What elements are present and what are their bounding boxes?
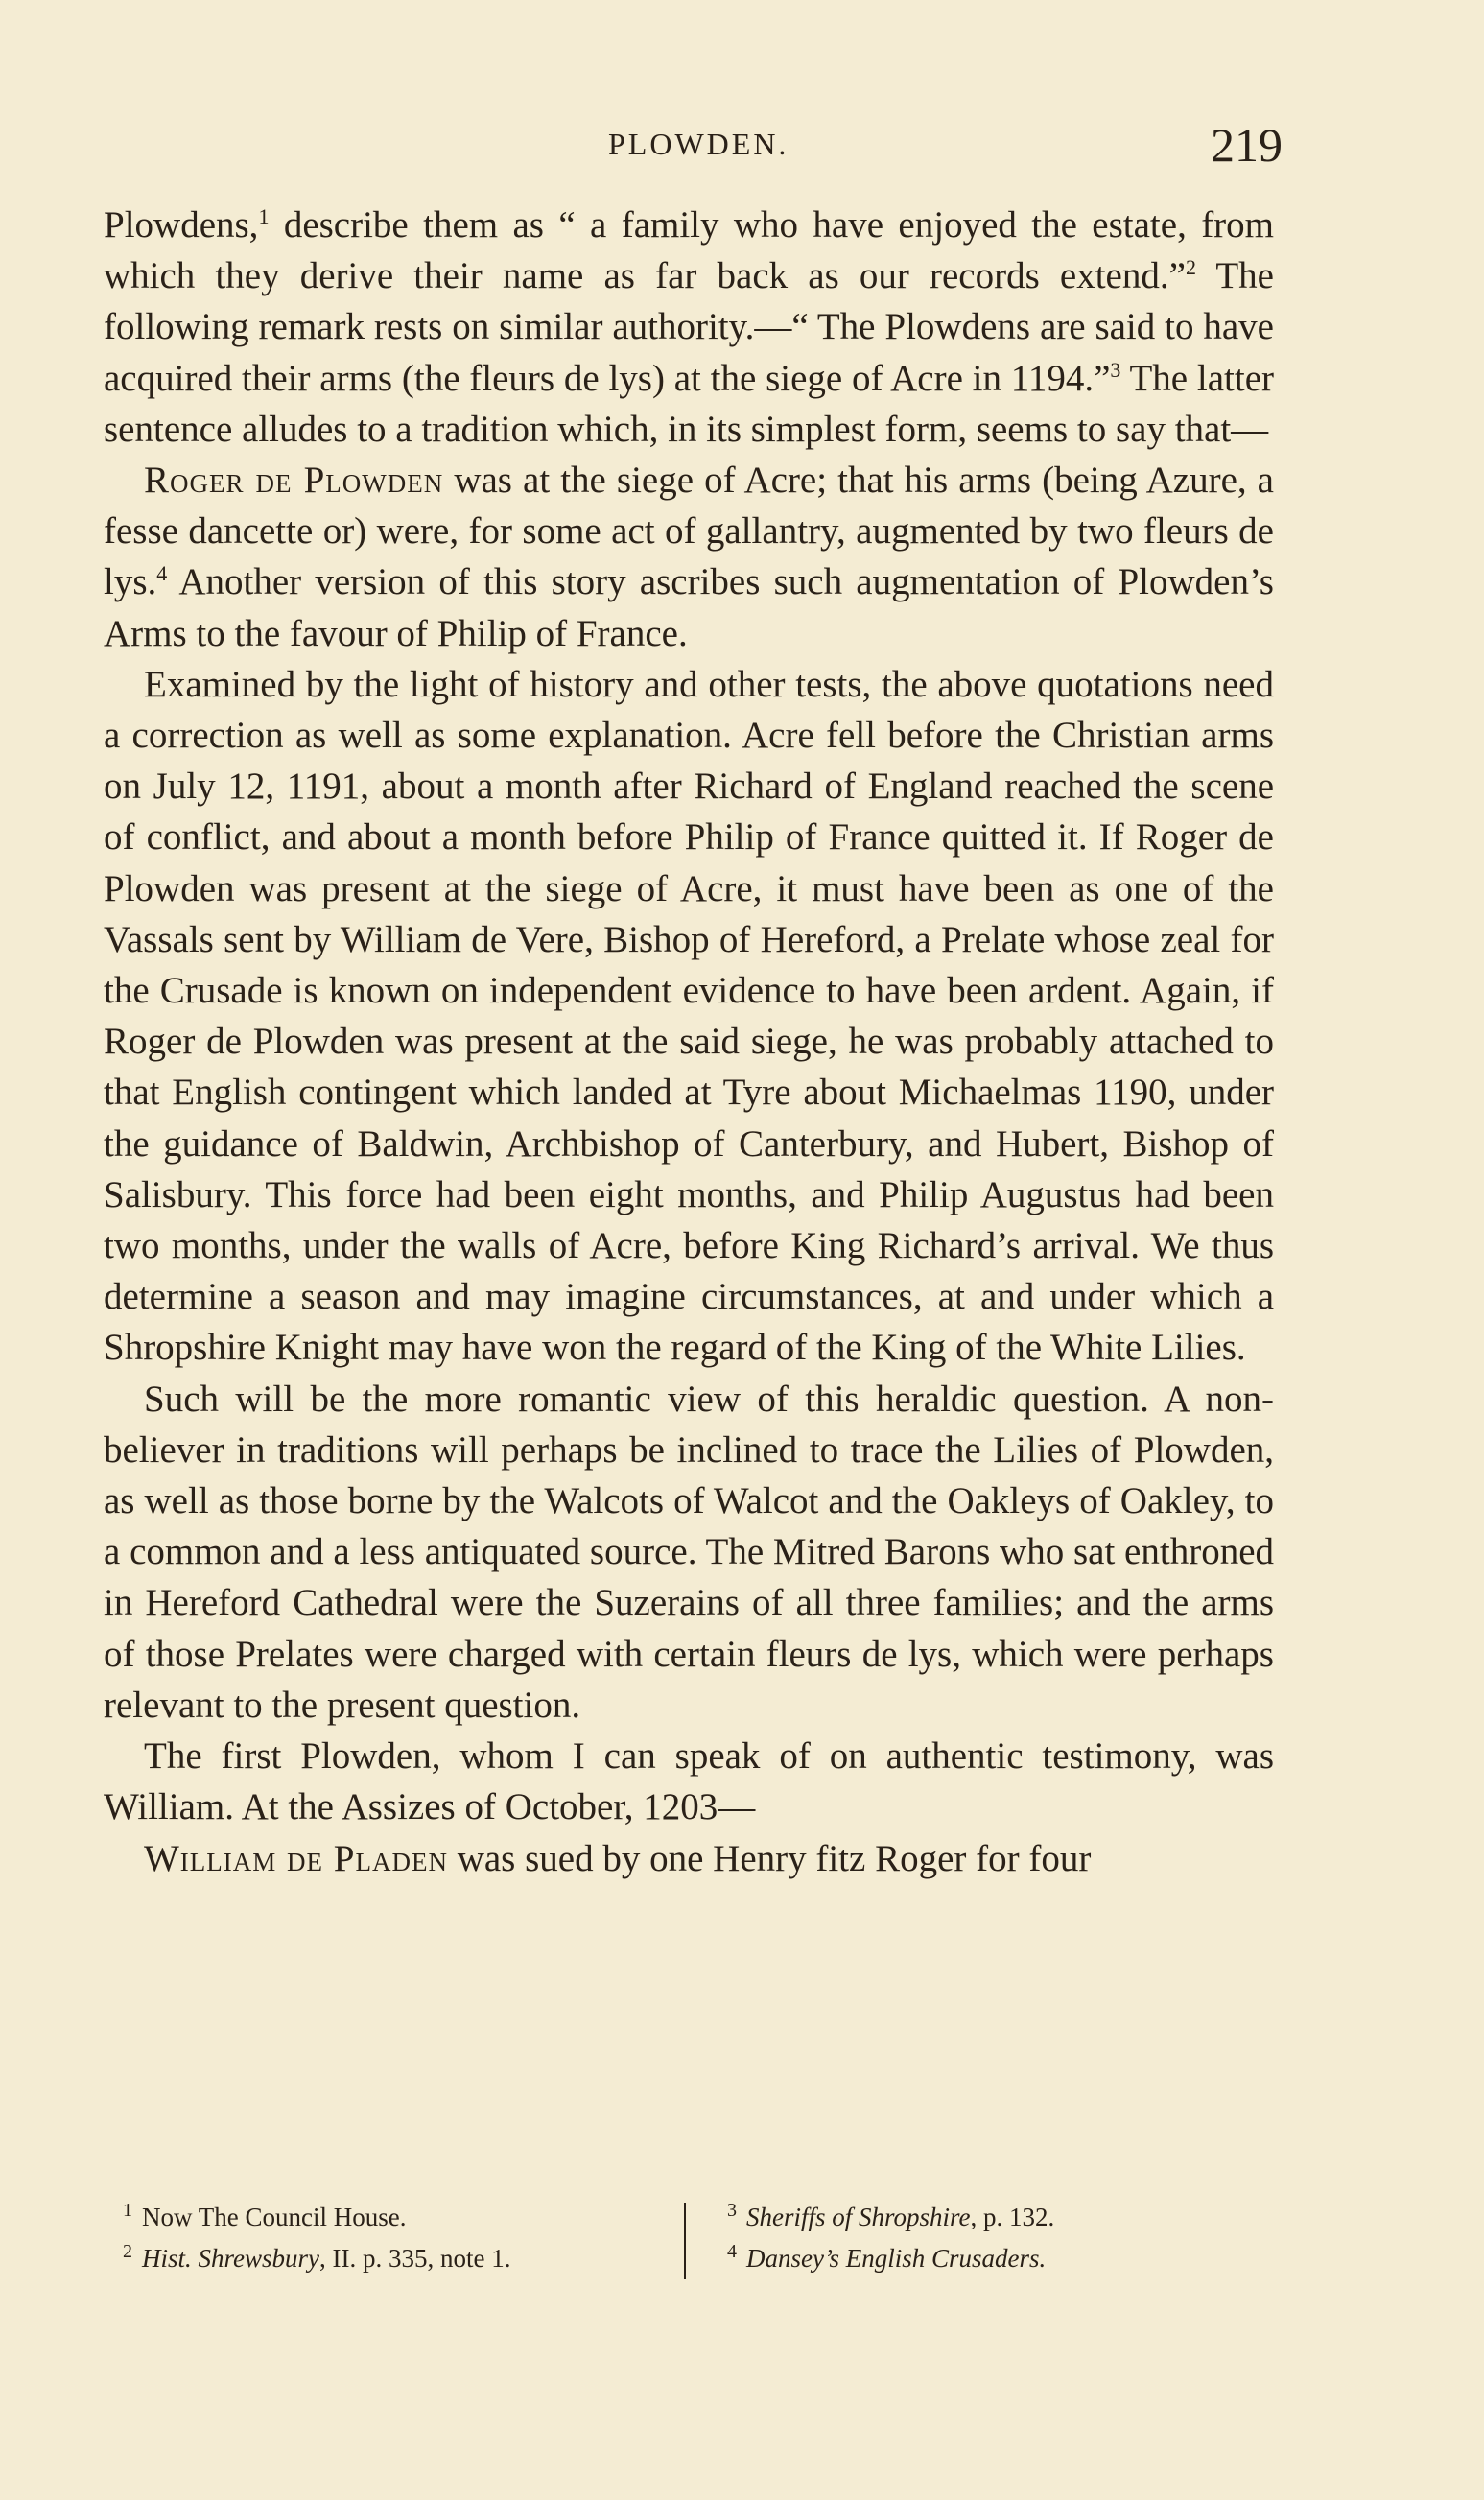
text-run: Such will be the more romantic view of this heraldic question. A non-believer in traditions will perhaps be inclined to trace the Lilies of Plowden, as well as those borne by the Walcots of Walcot and the Oakleys of Oakley, to a common and a less antiquated source. The Mitred Barons who sat enthroned in Hereford Cathedral were the Suzerains of all three families; and the arms of those Prelates were charged with certain fleurs de lys, which were perhaps relevant to the present question. <box>104 1378 1274 1726</box>
text-run: describe them as “ a family who have enjoyed the estate, from which they derive their name as far back as our records extend.” <box>104 204 1274 297</box>
footnote-number: 2 <box>123 2241 132 2262</box>
footnote-divider <box>684 2203 686 2279</box>
body-text <box>104 200 1274 1884</box>
footnote <box>727 2238 1264 2279</box>
footnote-number: 4 <box>727 2241 737 2262</box>
footnote-ref: 4 <box>156 561 168 586</box>
page-number: 219 <box>1211 118 1283 172</box>
footnote-text: Now The Council House. <box>142 2203 407 2231</box>
text-run: was at the siege of Acre; that his arms (being Azure, a fesse dancette or) were, for some act of gallantry, augmented by two fleurs de lys. <box>104 460 1274 603</box>
footnote-number: 3 <box>727 2200 737 2221</box>
paragraph <box>104 1833 1274 1884</box>
footnote-text: , II. p. 335, note 1. <box>319 2244 511 2273</box>
text-run: Examined by the light of history and other tests, the above quotations need a correction as well as some explanation. Acre fell before the Christian arms on July 12, 1191, about a month after Richard of England reached the scene of conflict, and about a month before Philip of France quitted it. If Roger de Plowden was present at the siege of Acre, it must have been as one of the Vassals sent by William de Vere, Bishop of Hereford, a Prelate whose zeal for the Crusade is known on independent evidence to have been ardent. Again, if Roger de Plowden was present at the said siege, he was probably attached to that English contingent which landed at Tyre about Michaelmas 1190, under the guidance of Baldwin, Archbishop of Canterbury, and Hubert, Bishop of Salisbury. This force had been eight months, and Philip Augustus had been two months, under the walls of Acre, before King Richard’s arrival. We thus determine a season and may imagine circumstances, at and under which a Shropshire Knight may have won the regard of the King of the White Lilies. <box>104 663 1274 1369</box>
footnotes-left-column <box>123 2197 718 2279</box>
running-head-title: PLOWDEN. <box>608 127 789 161</box>
footnotes-right-column <box>727 2197 1264 2279</box>
paragraph <box>104 455 1274 659</box>
footnote-number: 1 <box>123 2200 132 2221</box>
footnote-title: Sheriffs of Shropshire <box>746 2203 971 2231</box>
paragraph <box>104 200 1274 455</box>
text-run: The following remark rests on similar authority.—“ The Plowdens are said to have acquired their arms (the fleurs de lys) at the siege of Acre in 1194.” <box>104 255 1274 399</box>
footnote-ref: 2 <box>1185 255 1196 280</box>
paragraph <box>104 1374 1274 1731</box>
text-run: was sued by one Henry fitz Roger for four <box>447 1837 1092 1879</box>
footnote-title: Dansey’s English Crusaders. <box>746 2244 1047 2273</box>
footnote <box>123 2238 718 2279</box>
footnote <box>123 2197 718 2238</box>
text-run: Plowdens, <box>104 204 259 246</box>
running-head <box>0 117 1484 175</box>
footnote-title: Hist. Shrewsbury <box>142 2244 320 2273</box>
footnote-ref: 1 <box>258 204 270 228</box>
footnotes <box>104 2197 1274 2283</box>
footnote <box>727 2197 1264 2238</box>
paragraph <box>104 1731 1274 1832</box>
paragraph <box>104 659 1274 1374</box>
text-run: The first Plowden, whom I can speak of on authentic testimony, was William. At the Assizes of October, 1203— <box>104 1735 1274 1828</box>
footnote-text: , p. 132. <box>970 2203 1055 2231</box>
small-caps-name: William de Pladen <box>144 1837 448 1879</box>
text-run: The latter sentence alludes to a tradition which, in its simplest form, seems to say that— <box>104 357 1274 450</box>
footnote-ref: 3 <box>1110 357 1121 382</box>
text-run: Another version of this story ascribes such augmentation of Plowden’s Arms to the favour of Philip of France. <box>104 561 1274 654</box>
small-caps-name: Roger de Plowden <box>144 460 444 502</box>
